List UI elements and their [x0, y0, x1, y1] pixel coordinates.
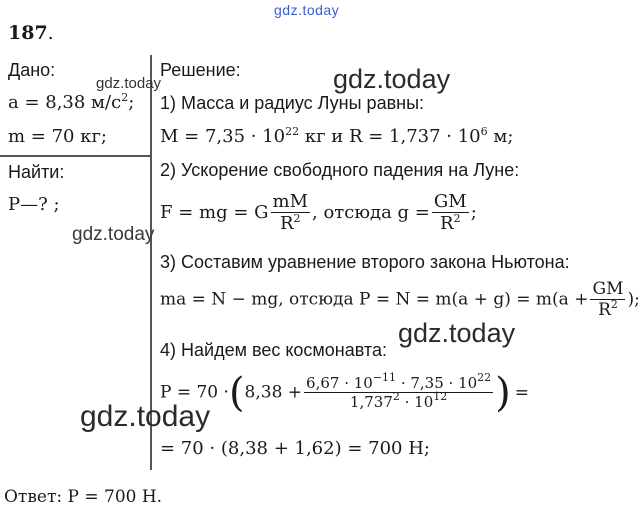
step2-frac2-den-exp: 2 [453, 211, 461, 225]
given-acceleration [8, 92, 134, 113]
step3-fraction [590, 280, 625, 320]
find-header: Найти: [8, 162, 65, 182]
solution-step2: 2) Ускорение свободного падения на Луне: [160, 160, 520, 180]
solution-step2-math [160, 192, 477, 234]
problem-number-value: 187 [8, 22, 48, 44]
problem-number: 187. [8, 22, 54, 44]
step1-math-c: м; [487, 126, 514, 147]
step2-frac1-den [271, 213, 311, 235]
step2-fraction-2 [432, 192, 469, 234]
step3-frac-num: GM [592, 279, 624, 299]
step4-math-a: P = 70 · [160, 382, 229, 403]
step4-paren-close: ) [495, 370, 511, 416]
watermark-big-3: gdz.today [80, 400, 211, 433]
step2-frac1-den-base: R [279, 212, 294, 234]
answer: Ответ: P = 700 Н. [4, 487, 163, 507]
watermark-top: gdz.today [274, 2, 340, 18]
step2-frac2-den [432, 213, 469, 235]
step3-math-b: ); [627, 289, 640, 310]
solution-step4: 4) Найдем вес космонавта: [160, 340, 387, 360]
step3-frac-den-base: R [598, 299, 611, 320]
step2-fraction-1 [271, 192, 311, 234]
given-header: Дано: [8, 60, 56, 80]
step2-math-c: ; [470, 202, 477, 224]
solution-step4-result: = 70 · (8,38 + 1,62) = 700 Н; [160, 438, 430, 459]
step2-math-a: F = mg = G [160, 202, 269, 224]
solution-step4-math [160, 370, 529, 416]
step4-frac-den-b: · 10 [399, 392, 434, 411]
table-divider-horizontal [0, 155, 151, 157]
step2-frac2-den-base: R [440, 212, 454, 234]
watermark-small-1: gdz.today [96, 75, 162, 92]
step1-math-a: M = 7,35 · 10 [160, 126, 286, 147]
watermark-big-1: gdz.today [333, 64, 451, 94]
solution-header: Решение: [160, 60, 241, 80]
step4-frac-num-b: · 7,35 · 10 [396, 374, 478, 393]
watermark-big-2: gdz.today [398, 318, 516, 348]
step2-frac2-num: GM [433, 191, 467, 212]
step4-fraction [304, 371, 493, 411]
step4-frac-den-b-exp: 12 [433, 389, 448, 403]
step4-frac-num-a: 6,67 · 10 [306, 374, 373, 393]
step4-frac-den [304, 389, 493, 411]
step4-frac-den-a: 1,737 [349, 392, 393, 411]
step4-equals: = [514, 382, 530, 403]
step4-frac-num-b-exp: 22 [477, 371, 492, 385]
given-mass: m = 70 кг; [8, 126, 107, 147]
step1-math-a-exp: 22 [285, 125, 300, 138]
step4-frac-num-a-exp: −11 [372, 371, 397, 385]
given-accel-end: ; [128, 92, 135, 113]
given-accel-text: a = 8,38 м/c [8, 92, 122, 113]
step2-frac1-num: mM [272, 191, 309, 212]
find-value: P—? ; [8, 194, 60, 215]
solution-step1-math [160, 126, 513, 147]
solution-step3-math [160, 280, 640, 320]
step4-frac-den-a-exp: 2 [392, 389, 400, 403]
step4-math-b: 8,38 + [244, 382, 303, 403]
step3-math-a: ma = N − mg, отсюда P = N = m(a + g) = m(a + [160, 289, 589, 310]
watermark-small-2: gdz.today [72, 224, 155, 245]
step3-frac-den-exp: 2 [610, 297, 618, 311]
step2-math-b: , отсюда g = [312, 202, 430, 224]
step3-frac-den [590, 297, 625, 320]
step1-math-b: кг и R = 1,737 · 10 [299, 126, 481, 147]
given-accel-exp: 2 [121, 91, 129, 104]
step2-frac1-den-exp: 2 [293, 211, 301, 225]
step1-math-b-exp: 6 [480, 125, 488, 138]
step4-paren-open: ( [228, 370, 245, 416]
solution-step1: 1) Масса и радиус Луны равны: [160, 93, 425, 113]
solution-step3: 3) Составим уравнение второго закона Ньютона: [160, 252, 570, 272]
